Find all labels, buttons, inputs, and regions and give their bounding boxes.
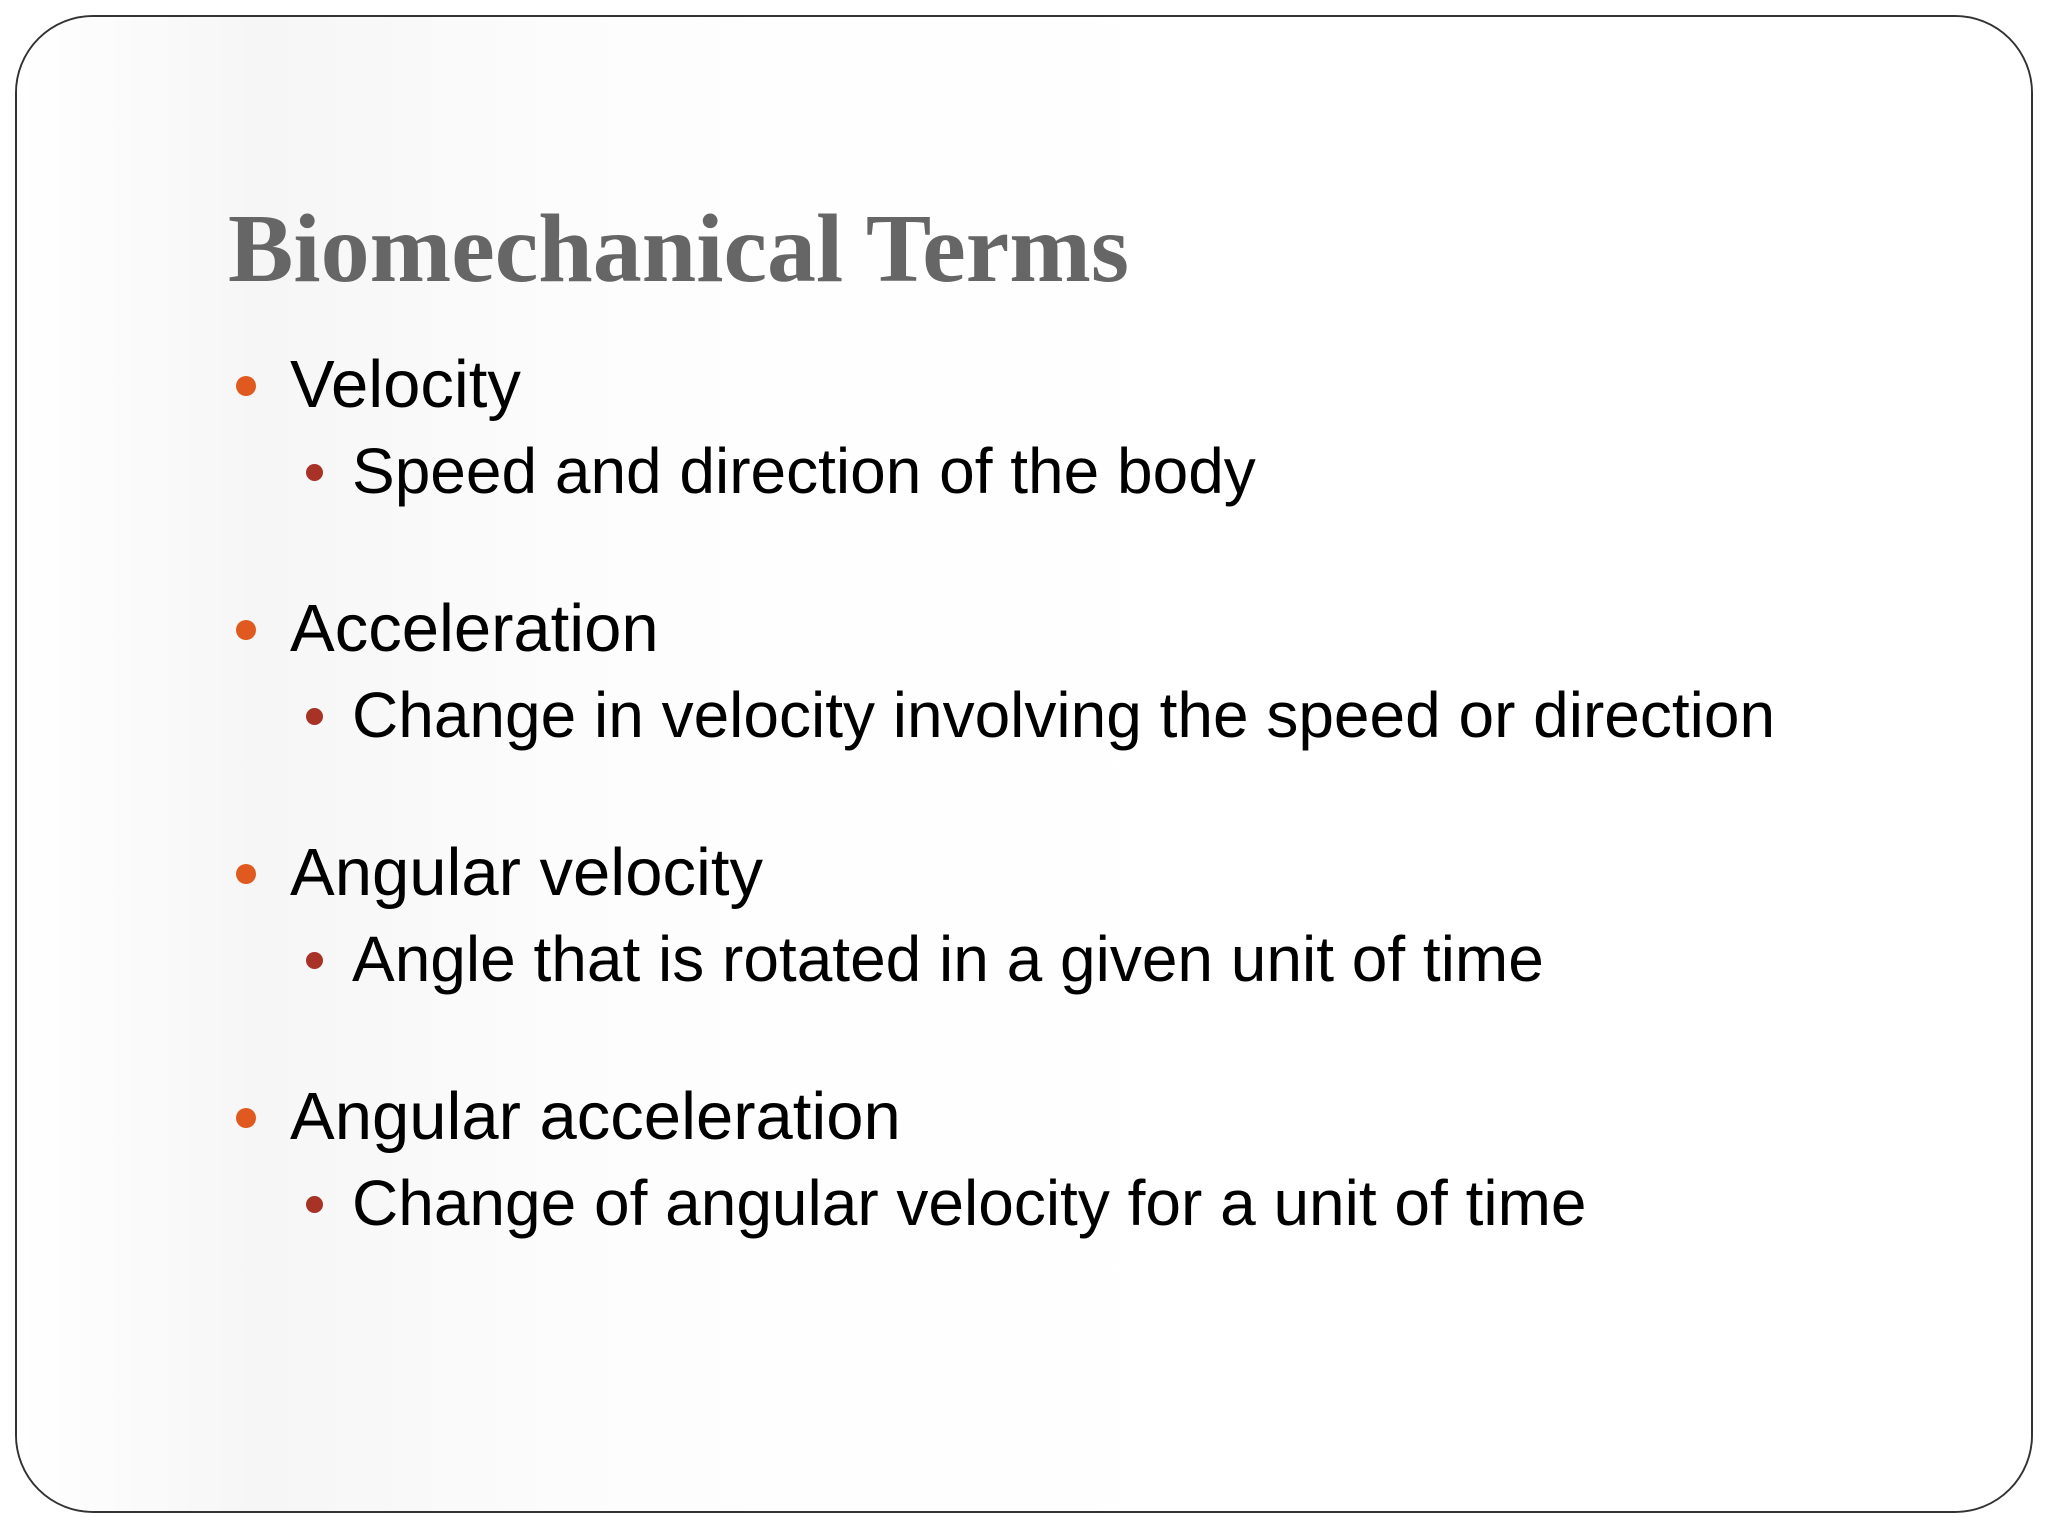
- list-item-angular-acceleration: [228, 1074, 2018, 1246]
- term-label: Velocity: [290, 347, 521, 422]
- list-item-velocity: [228, 342, 2018, 514]
- term-label: Angular acceleration: [290, 1079, 901, 1154]
- definition-row: [228, 672, 2018, 758]
- sub-bullet-icon: [306, 952, 323, 969]
- slide-title: Biomechanical Terms: [228, 195, 1130, 303]
- definition-row: [228, 916, 2018, 1002]
- bullet-icon: [236, 1108, 256, 1128]
- definition-text: Angle that is rotated in a given unit of time: [352, 923, 1544, 995]
- list-item-angular-velocity: [228, 830, 2018, 1002]
- term-row: [228, 1074, 2018, 1160]
- sub-bullet-icon: [306, 708, 323, 725]
- bullet-icon: [236, 864, 256, 884]
- term-label: Acceleration: [290, 591, 659, 666]
- term-label: Angular velocity: [290, 835, 763, 910]
- bullet-icon: [236, 376, 256, 396]
- list-item-acceleration: [228, 586, 2018, 758]
- definition-text: Change in velocity involving the speed or direction: [352, 679, 1776, 751]
- term-row: [228, 830, 2018, 916]
- term-row: [228, 342, 2018, 428]
- definition-text: Speed and direction of the body: [352, 435, 1256, 507]
- term-row: [228, 586, 2018, 672]
- bullet-list: [228, 342, 2018, 1318]
- bullet-icon: [236, 620, 256, 640]
- slide-frame: [15, 15, 2033, 1513]
- definition-row: [228, 428, 2018, 514]
- sub-bullet-icon: [306, 1196, 323, 1213]
- definition-text: Change of angular velocity for a unit of time: [352, 1167, 1587, 1239]
- definition-row: [228, 1160, 2018, 1246]
- sub-bullet-icon: [306, 464, 323, 481]
